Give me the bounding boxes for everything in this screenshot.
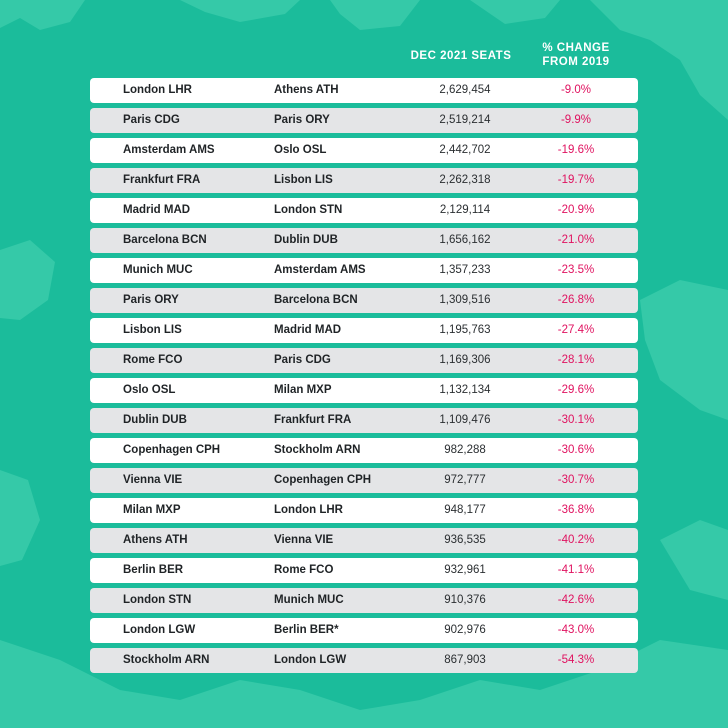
origin-airport: London STN	[123, 594, 192, 606]
percent-change: -30.1%	[557, 414, 595, 426]
percent-change: -23.5%	[557, 264, 595, 276]
seat-count: 982,288	[444, 444, 486, 456]
route-table	[90, 78, 638, 678]
origin-airport: Munich MUC	[123, 264, 193, 276]
seat-count: 1,357,233	[439, 264, 491, 276]
destination-airport: Paris CDG	[274, 354, 331, 366]
destination-airport: Paris ORY	[274, 114, 330, 126]
origin-airport: Paris ORY	[123, 294, 179, 306]
percent-change: -30.7%	[557, 474, 595, 486]
origin-airport: Paris CDG	[123, 114, 180, 126]
seat-count: 932,961	[444, 564, 486, 576]
table-row	[90, 108, 638, 133]
seat-count: 2,262,318	[439, 174, 491, 186]
destination-airport: Stockholm ARN	[274, 444, 361, 456]
percent-change: -26.8%	[557, 294, 595, 306]
percent-change: -20.9%	[557, 204, 595, 216]
seat-count: 910,376	[444, 594, 486, 606]
seat-count: 1,109,476	[439, 414, 491, 426]
origin-airport: Milan MXP	[123, 504, 181, 516]
origin-airport: Vienna VIE	[123, 474, 183, 486]
destination-airport: Dublin DUB	[274, 234, 338, 246]
destination-airport: Frankfurt FRA	[274, 414, 352, 426]
table-row	[90, 228, 638, 253]
table-row	[90, 138, 638, 163]
destination-airport: Athens ATH	[274, 84, 339, 96]
table-row	[90, 648, 638, 673]
percent-change: -9.9%	[560, 114, 592, 126]
percent-change: -19.7%	[557, 174, 595, 186]
origin-airport: Copenhagen CPH	[123, 444, 221, 456]
table-row	[90, 78, 638, 103]
table-row	[90, 318, 638, 343]
percent-change: -41.1%	[557, 564, 595, 576]
seat-count: 902,976	[444, 624, 486, 636]
percent-change: -27.4%	[557, 324, 595, 336]
destination-airport: Oslo OSL	[274, 144, 327, 156]
destination-airport: London STN	[274, 204, 343, 216]
header-change	[520, 41, 632, 69]
destination-airport: Barcelona BCN	[274, 294, 358, 306]
table-row	[90, 438, 638, 463]
seat-count: 1,309,516	[439, 294, 491, 306]
percent-change: -28.1%	[557, 354, 595, 366]
table-row	[90, 348, 638, 373]
table-row	[90, 528, 638, 553]
origin-airport: Frankfurt FRA	[123, 174, 201, 186]
table-row	[90, 288, 638, 313]
table-row	[90, 468, 638, 493]
header-change-line2: FROM 2019	[542, 56, 610, 68]
table-row	[90, 408, 638, 433]
percent-change: -30.6%	[557, 444, 595, 456]
percent-change: -21.0%	[557, 234, 595, 246]
origin-airport: Barcelona BCN	[123, 234, 207, 246]
percent-change: -9.0%	[560, 84, 592, 96]
seat-count: 948,177	[444, 504, 486, 516]
destination-airport: Rome FCO	[274, 564, 334, 576]
percent-change: -29.6%	[557, 384, 595, 396]
origin-airport: Oslo OSL	[123, 384, 176, 396]
origin-airport: London LGW	[123, 624, 196, 636]
seat-count: 1,656,162	[439, 234, 491, 246]
table-row	[90, 588, 638, 613]
table-row	[90, 558, 638, 583]
seat-count: 972,777	[444, 474, 486, 486]
origin-airport: Dublin DUB	[123, 414, 187, 426]
seat-count: 867,903	[444, 654, 486, 666]
percent-change: -40.2%	[557, 534, 595, 546]
table-row	[90, 258, 638, 283]
destination-airport: Milan MXP	[274, 384, 332, 396]
destination-airport: London LGW	[274, 654, 347, 666]
destination-airport: Munich MUC	[274, 594, 344, 606]
table-row	[90, 618, 638, 643]
origin-airport: Athens ATH	[123, 534, 188, 546]
origin-airport: Lisbon LIS	[123, 324, 182, 336]
header-seats: DEC 2021 SEATS	[410, 50, 512, 62]
seat-count: 2,629,454	[439, 84, 491, 96]
origin-airport: Stockholm ARN	[123, 654, 210, 666]
origin-airport: Berlin BER	[123, 564, 184, 576]
percent-change: -36.8%	[557, 504, 595, 516]
origin-airport: London LHR	[123, 84, 192, 96]
percent-change: -43.0%	[557, 624, 595, 636]
origin-airport: Amsterdam AMS	[123, 144, 215, 156]
seat-count: 1,195,763	[439, 324, 491, 336]
percent-change: -42.6%	[557, 594, 595, 606]
seat-count: 2,442,702	[439, 144, 491, 156]
destination-airport: London LHR	[274, 504, 343, 516]
percent-change: -19.6%	[557, 144, 595, 156]
destination-airport: Copenhagen CPH	[274, 474, 372, 486]
destination-airport: Lisbon LIS	[274, 174, 333, 186]
seat-count: 2,519,214	[439, 114, 491, 126]
table-header	[0, 40, 728, 72]
seat-count: 2,129,114	[439, 204, 491, 216]
destination-airport: Madrid MAD	[274, 324, 342, 336]
table-row	[90, 378, 638, 403]
origin-airport: Madrid MAD	[123, 204, 191, 216]
destination-airport: Vienna VIE	[274, 534, 334, 546]
header-change-line1: % CHANGE	[542, 42, 610, 54]
seat-count: 936,535	[444, 534, 486, 546]
destination-airport: Berlin BER*	[274, 624, 339, 636]
table-row	[90, 168, 638, 193]
seat-count: 1,169,306	[439, 354, 491, 366]
percent-change: -54.3%	[557, 654, 595, 666]
destination-airport: Amsterdam AMS	[274, 264, 366, 276]
origin-airport: Rome FCO	[123, 354, 183, 366]
table-row	[90, 198, 638, 223]
seat-count: 1,132,134	[439, 384, 491, 396]
table-row	[90, 498, 638, 523]
